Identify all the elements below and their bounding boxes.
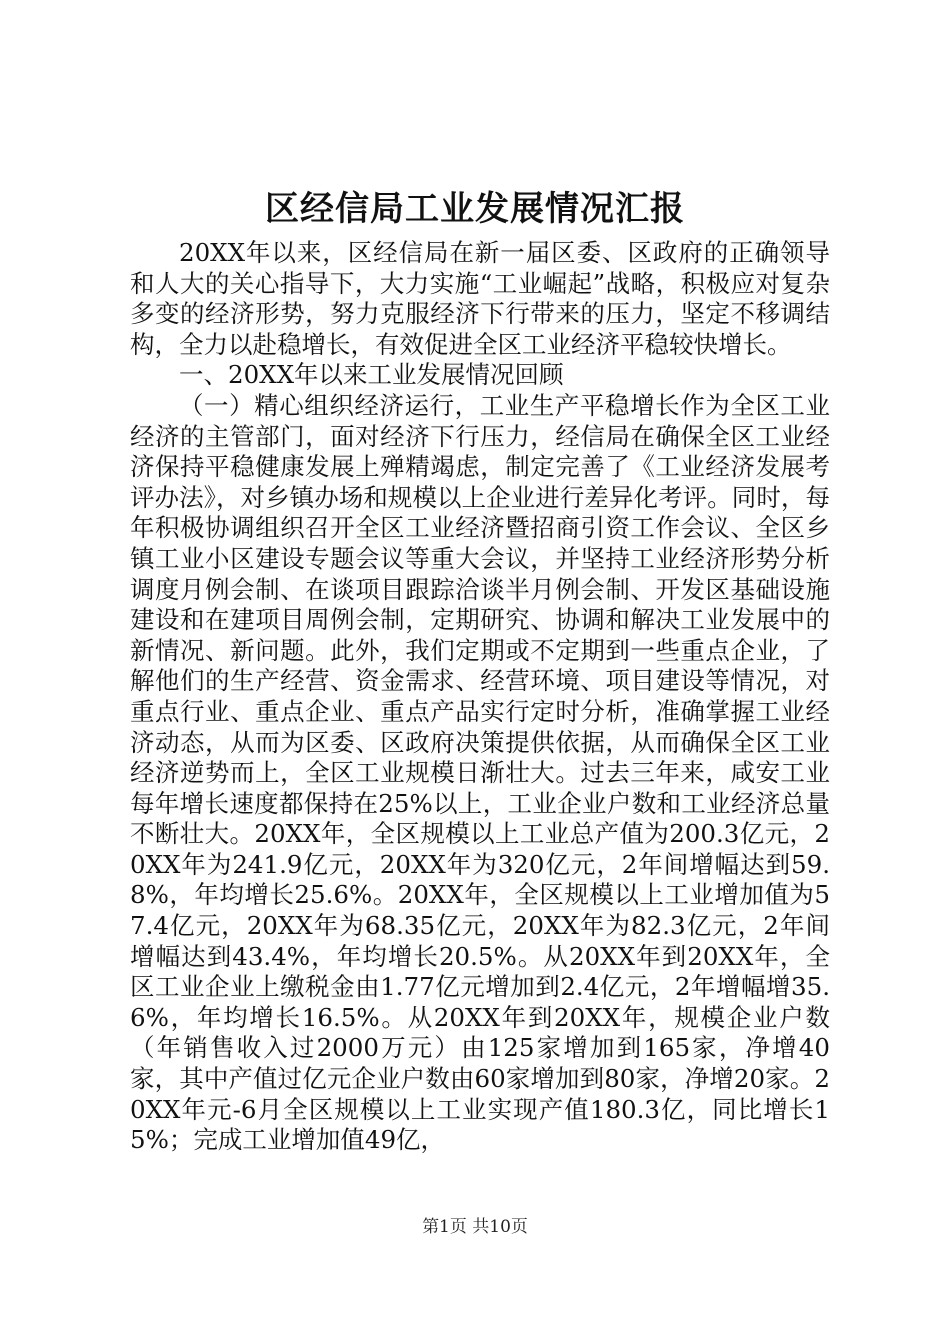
page-footer: 第1页 共10页	[422, 1217, 528, 1237]
intro-paragraph: 20XX年以来，区经信局在新一届区委、区政府的正确领导和人大的关心指导下，大力实施“工业崛起”战略，积极应对复杂多变的经济形势，努力克服经济下行带来的压力，坚定不移调结构，全力以赴稳增长，有效促进全区工业经济平稳较快增长。	[130, 238, 830, 359]
section-heading: 一、20XX年以来工业发展情况回顾	[179, 360, 564, 390]
document-body	[130, 238, 830, 1156]
section-paragraph: （一）精心组织经济运行，工业生产平稳增长作为全区工业经济的主管部门，面对经济下行压力，经信局在确保全区工业经济保持平稳健康发展上殚精竭虑，制定完善了《工业经济发展考评办法》，对乡镇办场和规模以上企业进行差异化考评。同时，每年积极协调组织召开全区工业经济暨招商引资工作会议、全区乡镇工业小区建设专题会议等重大会议，并坚持工业经济形势分析调度月例会制、在谈项目跟踪洽谈半月例会制、开发区基础设施建设和在建项目周例会制，定期研究、协调和解决工业发展中的新情况、新问题。此外，我们定期或不定期到一些重点企业，了解他们的生产经营、资金需求、经营环境、项目建设等情况，对重点行业、重点企业、重点产品实行定时分析，准确掌握工业经济动态，从而为区委、区政府决策提供依据，从而确保全区工业经济逆势而上，全区工业规模日渐壮大。过去三年来，咸安工业每年增长速度都保持在25%以上，工业企业户数和工业经济总量不断壮大。20XX年，全区规模以上工业总产值为200.3亿元，20XX年为241.9亿元，20XX年为320亿元，2年间增幅达到59.8%，年均增长25.6%。20XX年，全区规模以上工业增加值为57.4亿元，20XX年为68.35亿元，20XX年为82.3亿元，2年间增幅达到43.4%，年均增长20.5%。从20XX年到20XX年，全区工业企业上缴税金由1.77亿元增加到2.4亿元，2年增幅增35.6%，年均增长16.5%。从20XX年到20XX年，规模企业户数（年销售收入过2000万元）由125家增加到165家，净增40家，其中产值过亿元企业户数由60家增加到80家，净增20家。20XX年元-6月全区规模以上工业实现产值180.3亿，同比增长15%；完成工业增加值49亿，	[130, 390, 830, 1155]
document-title: 区经信局工业发展情况汇报	[265, 189, 685, 229]
